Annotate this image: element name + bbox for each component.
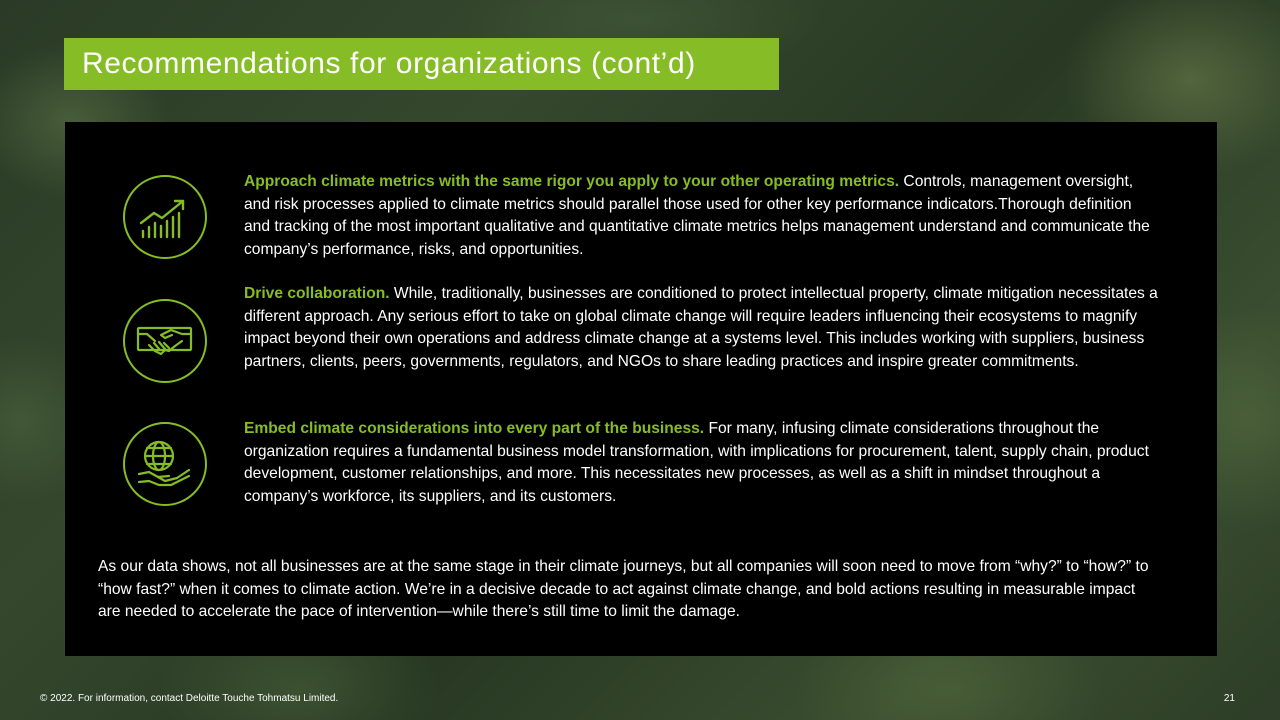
page-number: 21 bbox=[1223, 693, 1235, 704]
recommendation-text bbox=[244, 418, 1154, 508]
handshake-icon bbox=[123, 299, 207, 383]
recommendation-text bbox=[244, 171, 1154, 261]
recommendation-body: For many, infusing climate considerations throughout the organization requires a fundamental business model transformation, with implications for procurement, talent, supply chain, product development, customer relationships, and more. This necessitates new processes, as well as a shift in mindset throughout a company’s workforce, its suppliers, and its customers. bbox=[244, 420, 1149, 505]
recommendation-body: While, traditionally, businesses are conditioned to protect intellectual property, climate mitigation necessitates a different approach. Any serious effort to take on global climate change will require leaders influencing their ecosystems to magnify impact beyond their own operations and address climate change at a systems level. This includes working with suppliers, business partners, clients, peers, governments, regulators, and NGOs to share leading practices and inspire greater commitments. bbox=[244, 285, 1158, 370]
globe-in-hand-icon bbox=[123, 422, 207, 506]
recommendation-lead: Approach climate metrics with the same rigor you apply to your other operating metrics. bbox=[244, 173, 900, 190]
growth-chart-icon bbox=[123, 175, 207, 259]
content-panel bbox=[65, 122, 1217, 656]
recommendation-lead: Drive collaboration. bbox=[244, 285, 390, 302]
footer-copyright: © 2022. For information, contact Deloitte Touche Tohmatsu Limited. bbox=[40, 693, 339, 704]
closing-paragraph: As our data shows, not all businesses are at the same stage in their climate journeys, but all companies will soon need to move from “why?” to “how?” to “how fast?” when it comes to climate action. We’re in a decisive decade to act against climate change, and bold actions resulting in measurable impact are needed to accelerate the pace of intervention—while there’s still time to limit the damage. bbox=[98, 558, 1149, 620]
recommendation-text bbox=[244, 283, 1159, 373]
slide-title: Recommendations for organizations (cont’d) bbox=[82, 47, 696, 80]
recommendation-lead: Embed climate considerations into every part of the business. bbox=[244, 420, 705, 437]
title-banner bbox=[64, 38, 779, 90]
recommendation-body: Controls, management oversight, and risk processes applied to climate metrics should parallel those used for other key performance indicators.Thorough definition and tracking of the most important qualitative and quantitative climate metrics helps management understand and communicate the company’s performance, risks, and opportunities. bbox=[244, 173, 1150, 258]
